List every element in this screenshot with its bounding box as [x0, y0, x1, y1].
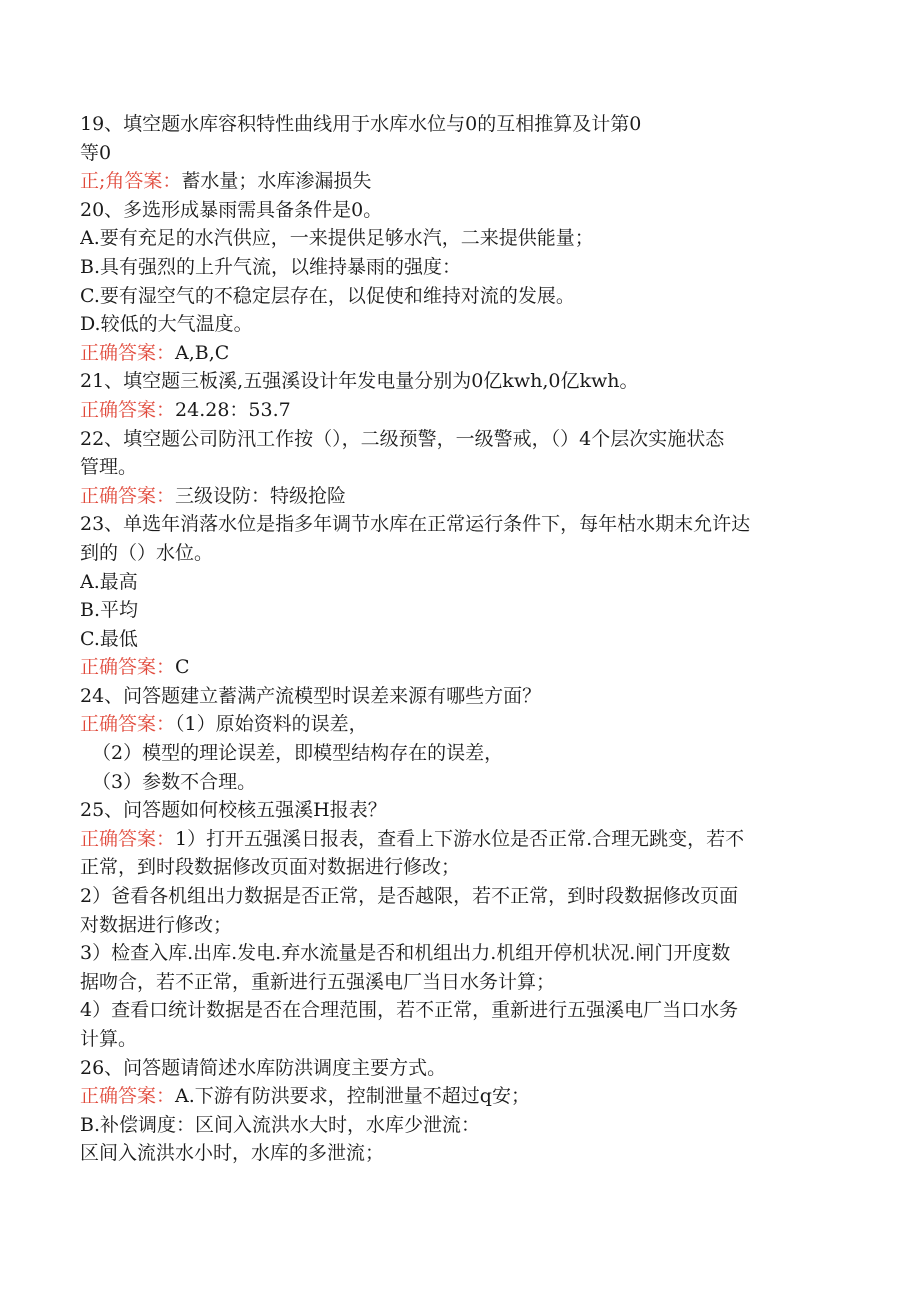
answer-label: 正确答案： — [80, 827, 176, 850]
question-23-line-2: 到的（）水位。 — [80, 541, 214, 564]
answer-text: （1）原始资料的误差， — [175, 713, 368, 736]
answer-22 — [80, 482, 850, 511]
answer-text: A.下游有防洪要求，控制泄量不超过q安； — [175, 1085, 530, 1108]
answer-26-item-b-cont: 区间入流洪水小时，水库的多泄流； — [80, 1142, 385, 1165]
answer-23 — [80, 653, 850, 682]
answer-25-step-4: 4）查看口统计数据是否在合理范围，若不正常，重新进行五强溪电厂当口水务 — [80, 999, 739, 1022]
document-page — [80, 110, 850, 1168]
question-19-line-1: 19、填空题水库容积特性曲线用于水库水位与0的互相推算及计第0 — [80, 113, 642, 135]
question-24: 24、问答题建立蓄满产流模型时误差来源有哪些方面？ — [80, 684, 542, 707]
answer-25-step-1-cont: 正常，到时段数据修改页面对数据进行修改； — [80, 856, 461, 879]
answer-text: 1）打开五强溪日报表，查看上下游水位是否正常.合理无跳变，若不 — [175, 827, 745, 850]
answer-26-item-b: B.补偿调度：区间入流洪水大时，水库少泄流： — [80, 1113, 481, 1136]
question-23-option-c: C.最低 — [80, 627, 138, 650]
answer-25-step-4-cont: 计算。 — [80, 1028, 138, 1050]
question-20-option-d: D.较低的大气温度。 — [80, 313, 253, 336]
answer-text: 三级设防：特级抢险 — [175, 484, 347, 507]
question-22-line-1: 22、填空题公司防汛工作按（），二级预警，一级警戒，（）4个层次实施状态 — [80, 427, 725, 450]
question-20-option-b: B.具有强烈的上升气流，以维持暴雨的强度： — [80, 255, 462, 278]
answer-25-step-3-cont: 据吻合，若不正常，重新进行五强溪电厂当日水务计算； — [80, 970, 556, 993]
question-21: 21、填空题三板溪,五强溪设计年发电量分别为0亿kwh,0亿kwh。 — [80, 370, 639, 393]
answer-20 — [80, 339, 850, 368]
answer-24 — [80, 710, 850, 739]
question-26: 26、问答题请简述水库防洪调度主要方式。 — [80, 1056, 447, 1079]
answer-label: 正确答案： — [80, 398, 176, 421]
answer-label: 正确答案： — [80, 341, 176, 364]
question-19-line-2: 等0 — [80, 141, 112, 164]
answer-text: C — [175, 656, 190, 679]
question-23-line-1: 23、单选年消落水位是指多年调节水库在正常运行条件下，每年枯水期末允许达 — [80, 513, 751, 536]
answer-25-step-2: 2）爸看各机组出力数据是否正常，是否越限，若不正常，到时段数据修改页面 — [80, 885, 739, 908]
question-20-option-c: C.要有湿空气的不稳定层存在，以促使和维持对流的发展。 — [80, 284, 575, 307]
answer-19 — [80, 167, 850, 196]
answer-label: 正确答案： — [80, 484, 176, 507]
answer-label: 正确答案： — [80, 713, 176, 736]
answer-text: 蓄水量；水库渗漏损失 — [181, 170, 372, 193]
answer-25 — [80, 825, 850, 854]
answer-label: 正确答案： — [80, 1085, 176, 1108]
answer-25-step-3: 3）检查入库.出库.发电.弃水流量是否和机组出力.机组开停机状况.闸门开度数 — [80, 942, 731, 965]
question-23-option-a: A.最高 — [80, 570, 138, 593]
question-22-line-2: 管理。 — [80, 456, 138, 479]
answer-26 — [80, 1082, 850, 1111]
answer-24-point-3: （3）参数不合理。 — [92, 770, 257, 793]
answer-24-point-2: （2）模型的理论误差，即模型结构存在的误差， — [92, 742, 504, 765]
answer-text: A,B,C — [175, 341, 230, 364]
answer-text: 24.28：53.7 — [175, 398, 291, 421]
answer-label: 正确答案： — [80, 656, 176, 679]
question-25: 25、问答题如何校核五强溪H报表？ — [80, 799, 387, 822]
answer-25-step-2-cont: 对数据进行修改； — [80, 913, 233, 936]
question-20-option-a: A.要有充足的水汽供应，一来提供足够水汽，二来提供能量； — [80, 227, 594, 250]
answer-label: 正;角答案： — [80, 170, 182, 193]
answer-21 — [80, 396, 850, 425]
question-20: 20、多选形成暴雨需具备条件是0。 — [80, 198, 383, 221]
question-23-option-b: B.平均 — [80, 599, 139, 622]
